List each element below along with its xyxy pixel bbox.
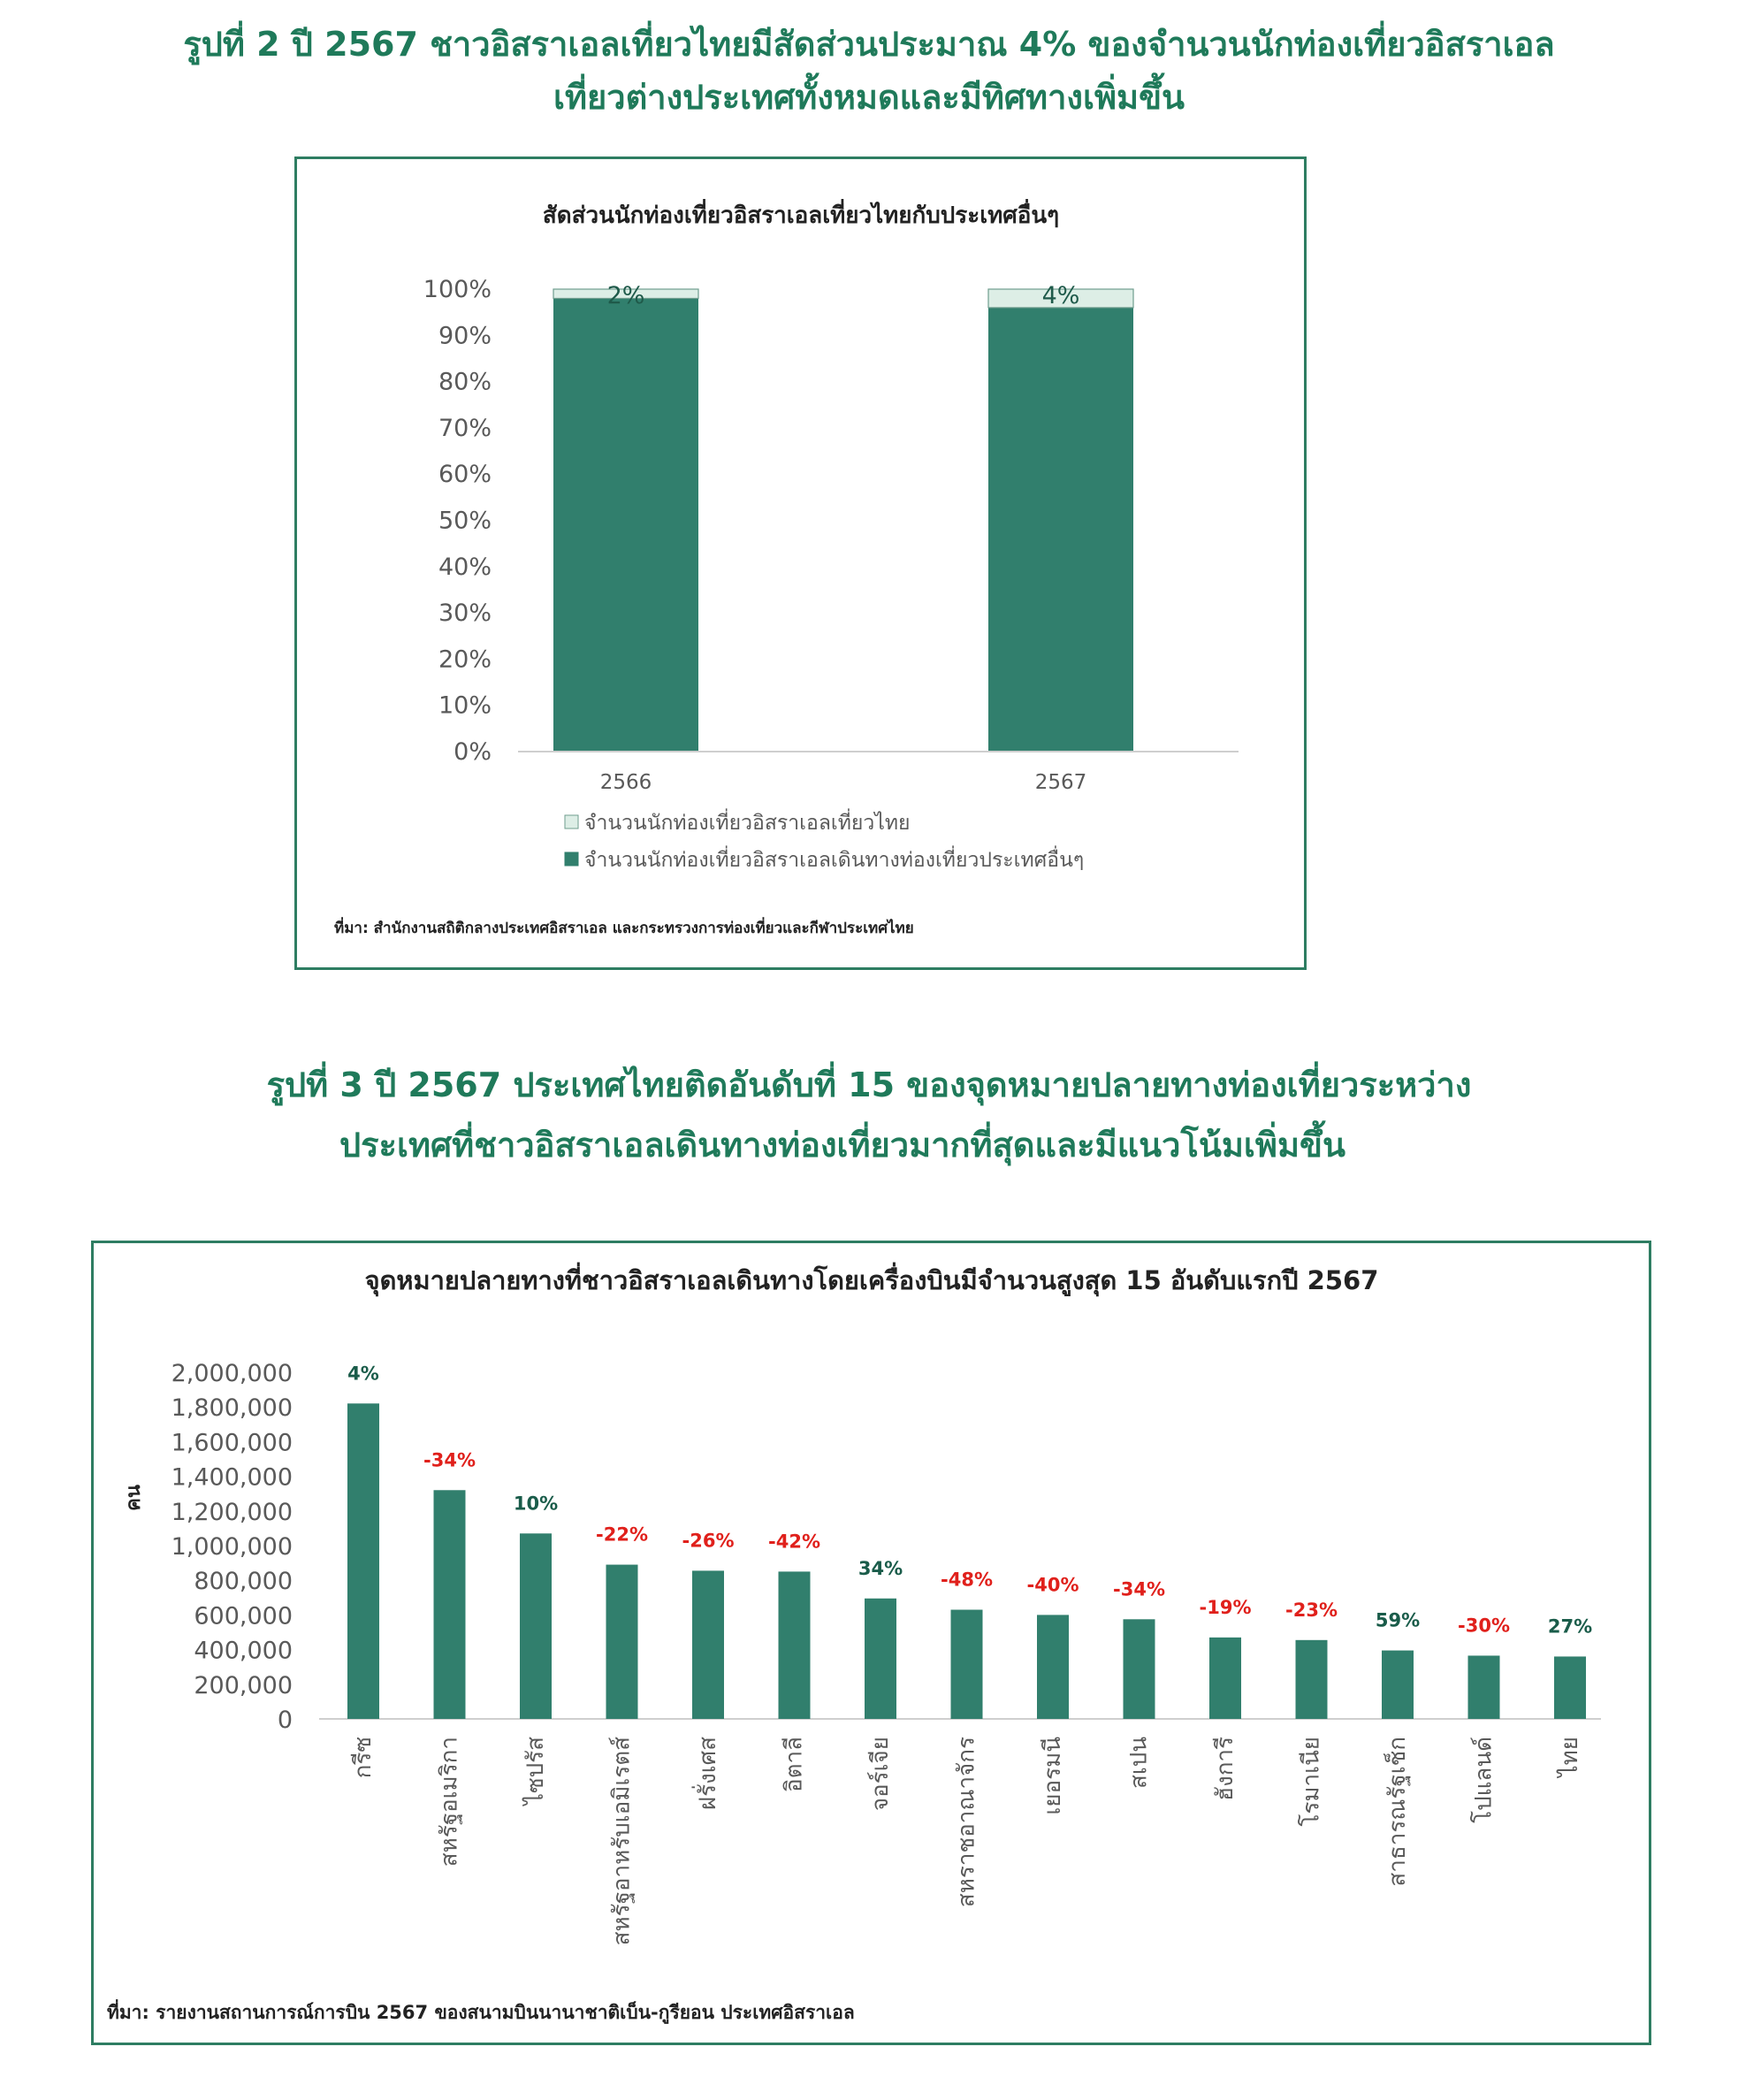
destinations-chart-y-tick: 1,600,000 (171, 1429, 293, 1457)
share-chart-y-tick: 40% (438, 553, 492, 581)
destinations-chart-change-label: -42% (768, 1531, 820, 1553)
figure3-heading (0, 1065, 1738, 1165)
destinations-chart-y-tick: 1,800,000 (171, 1394, 293, 1423)
destinations-chart-y-tick: 400,000 (194, 1637, 293, 1665)
destinations-chart-change-label: -34% (1113, 1578, 1165, 1600)
destinations-chart-x-tick: สาธารณรัฐเช็ก (1384, 1737, 1411, 1887)
destinations-chart-change-label: -23% (1285, 1599, 1338, 1621)
destinations-chart-bar (951, 1610, 983, 1719)
destinations-chart-y-tick: 1,400,000 (171, 1463, 293, 1492)
destinations-chart-y-tick: 600,000 (194, 1602, 293, 1630)
destinations-chart-x-tick: ฝรั่งเศส (695, 1737, 721, 1811)
destinations-chart-change-label: 59% (1375, 1609, 1421, 1631)
share-chart-y-tick: 0% (454, 738, 492, 766)
share-chart (297, 159, 1304, 967)
destinations-chart-change-label: -34% (423, 1449, 476, 1471)
share-chart-data-label: 2% (606, 282, 645, 309)
destinations-chart-change-label: -40% (1026, 1574, 1079, 1596)
destinations-chart-x-tick: จอร์เจีย (867, 1737, 894, 1812)
destinations-chart-y-tick: 800,000 (194, 1568, 293, 1596)
destinations-chart-change-label: 10% (513, 1493, 559, 1515)
figure3-panel (91, 1241, 1651, 2045)
destinations-chart-y-tick: 1,000,000 (171, 1533, 293, 1561)
share-chart-legend-swatch (565, 815, 578, 829)
share-chart-legend-swatch (565, 852, 578, 866)
share-chart-y-tick: 100% (423, 276, 492, 303)
share-chart-y-tick: 90% (438, 322, 492, 350)
figure2-heading-line1: รูปที่ 2 ปี 2567 ชาวอิสราเอลเที่ยวไทยมีสัดส่วนประมาณ 4% ของจำนวนนักท่องเที่ยวอิสราเอล (183, 25, 1555, 64)
share-chart-y-tick: 50% (438, 507, 492, 535)
destinations-chart-x-tick: ไซปรัส (522, 1737, 549, 1806)
figure2-heading-line2: เที่ยวต่างประเทศทั้งหมดและมีทิศทางเพิ่มขึ้น (553, 77, 1185, 117)
destinations-chart-x-tick: เยอรมนี (1040, 1737, 1066, 1815)
destinations-chart (94, 1243, 1649, 2043)
destinations-chart-y-tick: 200,000 (194, 1671, 293, 1699)
destinations-chart-x-tick: ไทย (1557, 1737, 1583, 1777)
share-chart-bar-other-countries (988, 308, 1133, 752)
destinations-chart-title: จุดหมายปลายทางที่ชาวอิสราเอลเดินทางโดยเครื่องบินมีจำนวนสูงสุด 15 อันดับแรกปี 2567 (364, 1265, 1379, 1295)
figure3-heading-line2: ประเทศที่ชาวอิสราเอลเดินทางท่องเที่ยวมากที่สุดและมีแนวโน้มเพิ่มขึ้น (339, 1125, 1345, 1165)
destinations-chart-x-tick: โรมาเนีย (1298, 1737, 1325, 1827)
destinations-chart-x-tick: สเปน (1125, 1737, 1153, 1790)
share-chart-legend-label: จำนวนนักท่องเที่ยวอิสราเอลเที่ยวไทย (584, 812, 911, 835)
destinations-chart-y-tick: 1,200,000 (171, 1498, 293, 1526)
destinations-chart-bar (865, 1599, 896, 1719)
destinations-chart-bar (1468, 1655, 1500, 1719)
destinations-chart-bar (1296, 1640, 1328, 1719)
destinations-chart-bar (1209, 1638, 1241, 1719)
destinations-chart-bar (520, 1533, 552, 1719)
share-chart-x-tick: 2566 (599, 771, 652, 794)
destinations-chart-change-label: -30% (1458, 1615, 1510, 1637)
destinations-chart-change-label: -22% (596, 1523, 648, 1546)
share-chart-y-tick: 60% (438, 461, 492, 489)
figure3-heading-line1: รูปที่ 3 ปี 2567 ประเทศไทยติดอันดับที่ 15 ของจุดหมายปลายทางท่องเที่ยวระหว่าง (266, 1065, 1472, 1104)
destinations-chart-bar (1037, 1615, 1069, 1719)
destinations-chart-change-label: -26% (682, 1530, 735, 1552)
destinations-chart-y-label: คน (123, 1485, 145, 1511)
share-chart-legend-label: จำนวนนักท่องเที่ยวอิสราเอลเดินทางท่องเที่ยวประเทศอื่นๆ (584, 849, 1085, 872)
destinations-chart-change-label: 4% (347, 1363, 379, 1385)
share-chart-y-tick: 10% (438, 691, 492, 720)
destinations-chart-bar (1554, 1656, 1586, 1719)
destinations-chart-x-tick: สหรัฐอาหรับเอมิเรตส์ (608, 1737, 636, 1946)
destinations-chart-bar (692, 1570, 724, 1719)
destinations-chart-change-label: 27% (1547, 1615, 1593, 1638)
destinations-chart-bar (434, 1490, 466, 1719)
figure2-panel (294, 157, 1307, 970)
destinations-chart-x-tick: กรีซ (350, 1737, 377, 1779)
destinations-chart-x-tick: สหราชอาณาจักร (953, 1737, 980, 1908)
destinations-chart-x-tick: สหรัฐอเมริกา (436, 1737, 463, 1867)
share-chart-y-tick: 80% (438, 368, 492, 396)
destinations-chart-y-tick: 0 (277, 1707, 293, 1734)
destinations-chart-change-label: -48% (941, 1569, 993, 1591)
destinations-chart-bar (347, 1403, 379, 1719)
destinations-chart-x-tick: อิตาลี (781, 1737, 808, 1793)
share-chart-source: ที่มา: สำนักงานสถิติกลางประเทศอิสราเอล และกระทรวงการท่องเที่ยวและกีฬาประเทศไทย (334, 920, 914, 937)
figure2-heading (0, 25, 1738, 118)
destinations-chart-bar (1382, 1651, 1414, 1719)
share-chart-title: สัดส่วนนักท่องเที่ยวอิสราเอลเที่ยวไทยกับประเทศอื่นๆ (542, 202, 1060, 229)
destinations-chart-change-label: -19% (1199, 1596, 1252, 1618)
destinations-chart-bar (1124, 1619, 1155, 1719)
destinations-chart-y-tick: 2,000,000 (171, 1360, 293, 1387)
destinations-chart-bar (779, 1571, 811, 1719)
share-chart-data-label: 4% (1041, 282, 1080, 309)
destinations-chart-source: ที่มา: รายงานสถานการณ์การบิน 2567 ของสนามบินนานาชาติเบ็น-กูรียอน ประเทศอิสราเอล (107, 2002, 855, 2023)
share-chart-x-tick: 2567 (1034, 771, 1087, 794)
share-chart-y-tick: 30% (438, 599, 492, 628)
share-chart-y-tick: 20% (438, 645, 492, 674)
destinations-chart-change-label: 34% (858, 1557, 903, 1579)
destinations-chart-x-tick: ฮังการี (1212, 1737, 1239, 1801)
destinations-chart-bar (606, 1565, 638, 1719)
destinations-chart-x-tick: โปแลนด์ (1470, 1737, 1498, 1823)
share-chart-y-tick: 70% (438, 414, 492, 442)
share-chart-bar-other-countries (553, 298, 698, 752)
